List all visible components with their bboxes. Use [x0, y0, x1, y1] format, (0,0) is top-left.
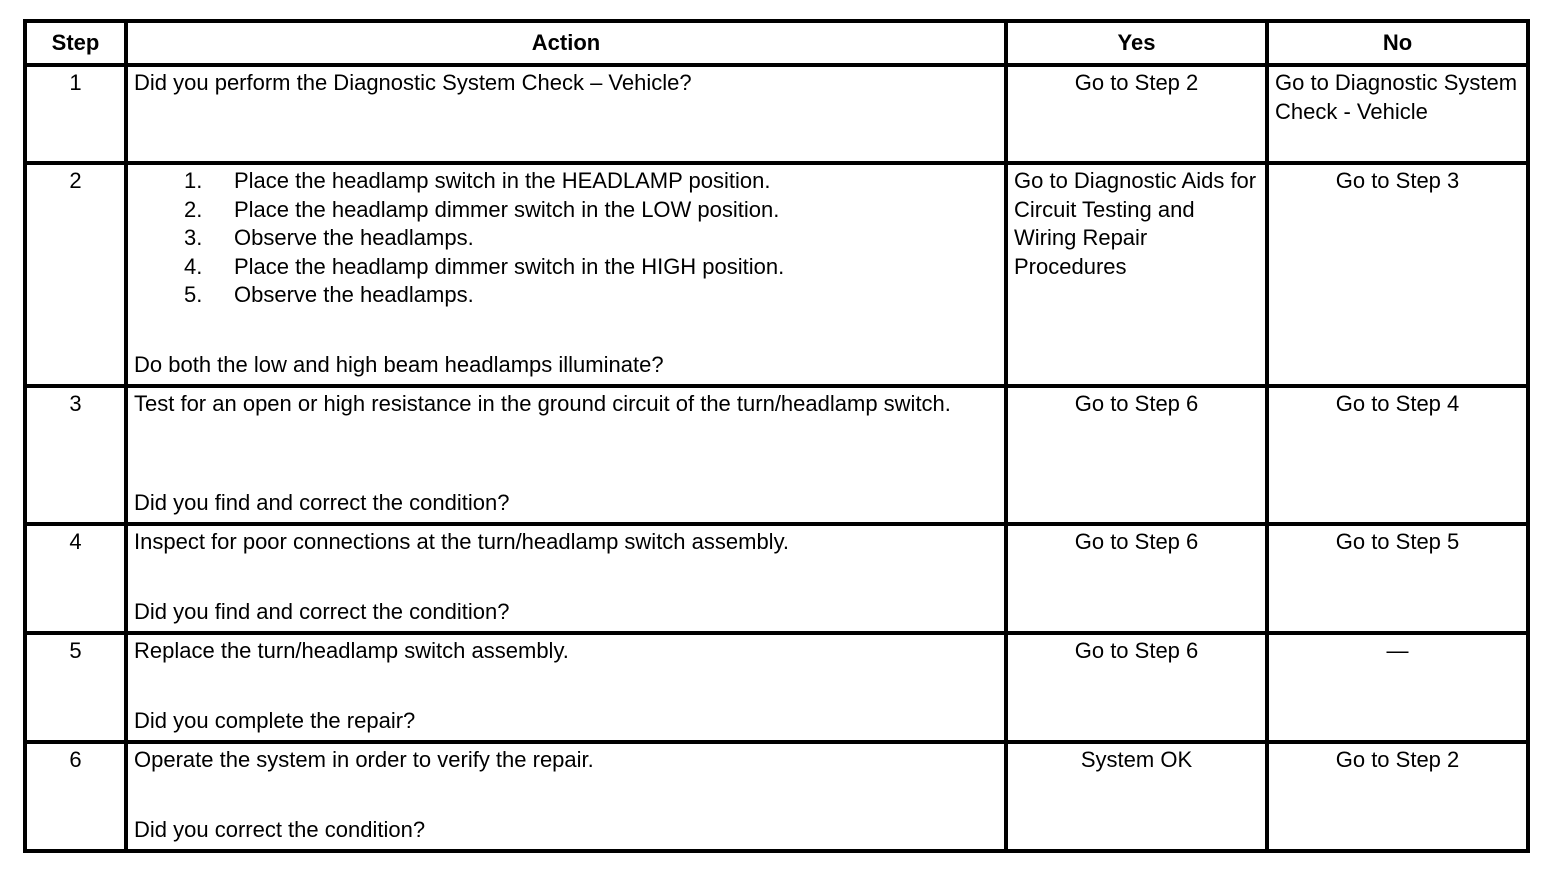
yes-cell: Go to Step 6: [1006, 386, 1267, 524]
question-text: Did you correct the condition?: [134, 817, 426, 843]
instruction-number: 1.: [184, 168, 203, 193]
instruction-number: 3.: [184, 225, 203, 251]
action-text: Operate the system in order to verify the repair.: [134, 747, 594, 772]
instruction-item: [134, 167, 998, 196]
action-text: Inspect for poor connections at the turn/headlamp switch assembly.: [134, 529, 790, 554]
action-text: Did you perform the Diagnostic System Check – Vehicle?: [134, 70, 692, 95]
yes-cell: Go to Diagnostic Aids for Circuit Testing and Wiring Repair Procedures: [1006, 163, 1267, 386]
instruction-text: Observe the headlamps.: [234, 282, 474, 308]
step-number: 5: [25, 633, 126, 742]
table-row-step-1: [25, 65, 1528, 163]
no-cell: —: [1267, 633, 1528, 742]
table-row-step-3: [25, 386, 1528, 524]
instruction-text: Place the headlamp dimmer switch in the LOW position.: [234, 196, 780, 222]
header-yes: Yes: [1006, 21, 1267, 65]
table-row-step-2: [25, 163, 1528, 386]
action-cell: [126, 633, 1006, 742]
action-text: Replace the turn/headlamp switch assembly.: [134, 638, 569, 663]
table-row-step-4: [25, 524, 1528, 633]
instruction-item: [134, 253, 998, 282]
instruction-number: 4.: [184, 253, 203, 279]
table-row-step-6: [25, 742, 1528, 851]
question-text: Did you complete the repair?: [134, 708, 416, 734]
yes-cell: System OK: [1006, 742, 1267, 851]
question-text: Did you find and correct the condition?: [134, 490, 510, 516]
action-cell: [126, 524, 1006, 633]
yes-cell: Go to Step 6: [1006, 524, 1267, 633]
step-number: 4: [25, 524, 126, 633]
action-cell: [126, 386, 1006, 524]
yes-cell: Go to Step 6: [1006, 633, 1267, 742]
action-cell: [126, 742, 1006, 851]
question-text: Did you find and correct the condition?: [134, 599, 510, 625]
instruction-item: [134, 196, 998, 225]
no-cell: Go to Step 4: [1267, 386, 1528, 524]
table-header-row: [25, 21, 1528, 65]
step-number: 2: [25, 163, 126, 386]
no-cell: Go to Step 2: [1267, 742, 1528, 851]
action-cell: [126, 65, 1006, 163]
step-number: 1: [25, 65, 126, 163]
yes-cell: Go to Step 2: [1006, 65, 1267, 163]
no-cell: Go to Step 3: [1267, 163, 1528, 386]
table-row-step-5: [25, 633, 1528, 742]
instruction-text: Place the headlamp dimmer switch in the HIGH position.: [234, 253, 785, 279]
instruction-text: Place the headlamp switch in the HEADLAMP position.: [234, 168, 771, 193]
no-cell: Go to Diagnostic System Check - Vehicle: [1267, 65, 1528, 163]
diagnostic-table: [23, 19, 1530, 853]
header-no: No: [1267, 21, 1528, 65]
step-number: 6: [25, 742, 126, 851]
header-action: Action: [126, 21, 1006, 65]
instruction-number: 5.: [184, 282, 203, 308]
step-number: 3: [25, 386, 126, 524]
instruction-item: [134, 281, 998, 310]
instruction-list: [134, 167, 998, 310]
instruction-text: Observe the headlamps.: [234, 225, 474, 251]
question-text: Do both the low and high beam headlamps illuminate?: [134, 352, 664, 378]
instruction-item: [134, 224, 998, 253]
instruction-number: 2.: [184, 196, 203, 222]
action-text: Test for an open or high resistance in the ground circuit of the turn/headlamp switch.: [134, 391, 951, 416]
header-step: Step: [25, 21, 126, 65]
no-cell: Go to Step 5: [1267, 524, 1528, 633]
action-cell: [126, 163, 1006, 386]
